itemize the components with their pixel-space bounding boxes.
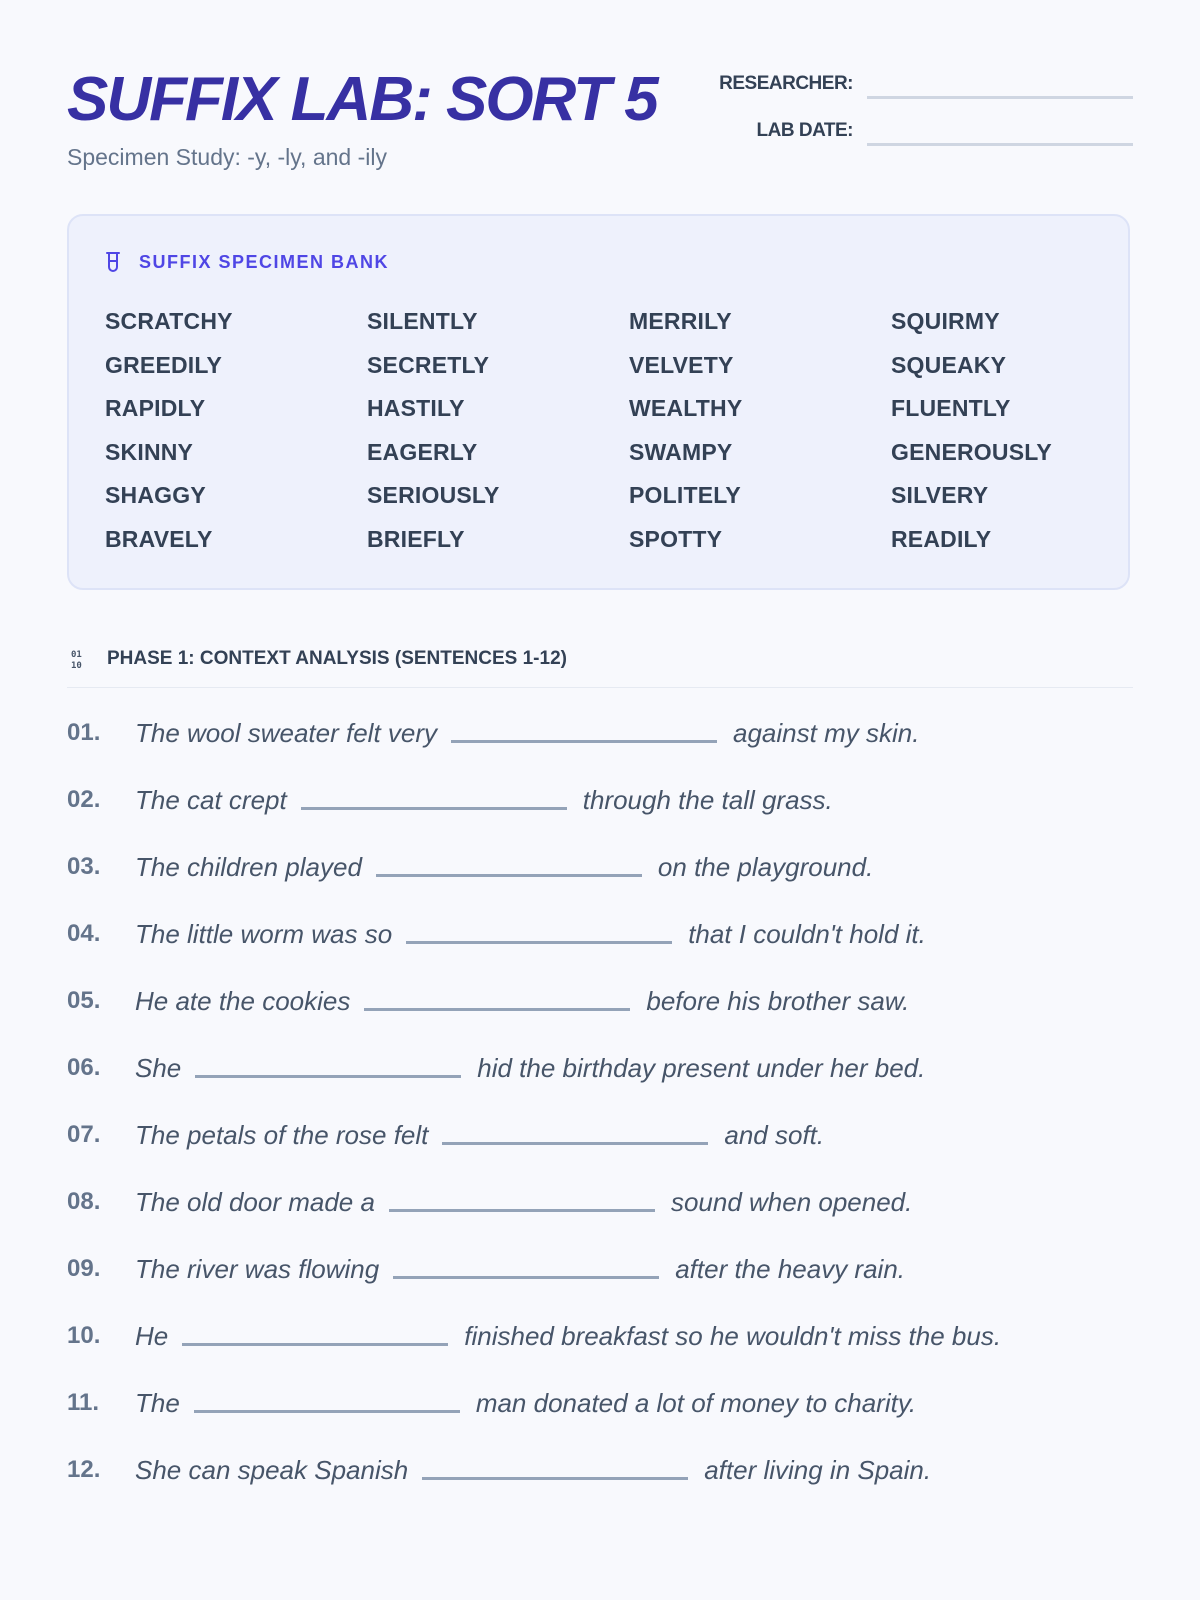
specimen-word: SWAMPY — [629, 438, 733, 465]
specimen-word: SILENTLY — [367, 308, 478, 334]
answer-blank[interactable] — [364, 984, 630, 1011]
specimen-word-grid — [105, 300, 1125, 561]
specimen-word: VELVETY — [629, 351, 734, 378]
sentence-number: 03. — [67, 853, 101, 880]
sentence-number: 12. — [67, 1456, 101, 1483]
sentence-text-after: against my skin. — [733, 718, 920, 748]
sentence-text-before: The little worm was so — [135, 919, 393, 949]
specimen-word: SERIOUSLY — [367, 482, 500, 508]
specimen-word: RAPIDLY — [105, 395, 206, 421]
answer-blank[interactable] — [195, 1051, 461, 1078]
sentence-row — [67, 850, 1133, 917]
sentence-text-before: The cat crept — [135, 785, 287, 815]
sentence-list — [67, 716, 1133, 1520]
sentence-text-after: finished breakfast so he wouldn't miss the bus. — [464, 1321, 1002, 1351]
specimen-bank-header — [105, 250, 389, 274]
specimen-word: HASTILY — [367, 395, 465, 421]
beaker-icon — [105, 252, 121, 272]
page-subtitle: Specimen Study: -y, -ly, and -ily — [67, 144, 387, 170]
sentence-number: 04. — [67, 920, 101, 947]
sentence-text-before: The river was flowing — [135, 1254, 380, 1284]
answer-blank[interactable] — [182, 1319, 448, 1346]
sentence-row — [67, 1252, 1133, 1319]
sentence-row — [67, 1319, 1133, 1386]
sentence-text-before: She — [135, 1053, 182, 1083]
specimen-word: BRAVELY — [105, 525, 213, 552]
answer-blank[interactable] — [442, 1118, 708, 1145]
answer-blank[interactable] — [376, 850, 642, 877]
answer-blank[interactable] — [389, 1185, 655, 1212]
specimen-word: SQUIRMY — [891, 308, 1000, 334]
sentence-number: 05. — [67, 987, 101, 1014]
sentence-text-after: that I couldn't hold it. — [688, 919, 926, 949]
sentence-text-before: The petals of the rose felt — [135, 1120, 429, 1150]
researcher-field — [707, 67, 1133, 99]
sentence-number: 07. — [67, 1121, 101, 1148]
sentence-row — [67, 1118, 1133, 1185]
sentence-text-before: He ate the cookies — [135, 986, 351, 1016]
specimen-word: FLUENTLY — [891, 395, 1011, 421]
specimen-word: MERRILY — [629, 308, 732, 334]
lab-date-field — [707, 114, 1133, 146]
specimen-bank — [67, 214, 1130, 590]
sentence-text-after: after the heavy rain. — [675, 1254, 906, 1284]
sentence-row — [67, 1386, 1133, 1453]
researcher-input-line[interactable] — [867, 96, 1133, 99]
answer-blank[interactable] — [194, 1386, 460, 1413]
sentence-text-after: sound when opened. — [670, 1187, 913, 1217]
sentence-row — [67, 716, 1133, 783]
sentence-text-before: She can speak Spanish — [135, 1455, 409, 1485]
answer-blank[interactable] — [451, 716, 717, 743]
worksheet-page — [67, 0, 1133, 1600]
sentence-number: 09. — [67, 1255, 101, 1282]
sentence-row — [67, 783, 1133, 850]
specimen-word: GREEDILY — [105, 351, 223, 378]
sentence-number: 06. — [67, 1054, 101, 1081]
lab-date-label: LAB DATE: — [756, 120, 853, 141]
phase-1-header — [67, 647, 1133, 688]
sentence-text-after: after living in Spain. — [704, 1455, 932, 1485]
sentence-row — [67, 1185, 1133, 1252]
specimen-word: SKINNY — [105, 438, 194, 465]
sentence-row — [67, 1453, 1133, 1520]
sentence-text-after: man donated a lot of money to charity. — [475, 1388, 917, 1418]
sentence-text-before: The wool sweater felt very — [135, 718, 438, 748]
answer-blank[interactable] — [406, 917, 672, 944]
sentence-row — [67, 1051, 1133, 1118]
sentence-text-before: He — [135, 1321, 169, 1351]
specimen-word: WEALTHY — [629, 395, 743, 421]
sentence-text-after: on the playground. — [657, 852, 874, 882]
sentence-number: 08. — [67, 1188, 101, 1215]
lab-date-input-line[interactable] — [867, 143, 1133, 146]
specimen-bank-title: SUFFIX SPECIMEN BANK — [139, 251, 390, 272]
sentence-text-after: hid the birthday present under her bed. — [477, 1053, 926, 1083]
sentence-text-after: before his brother saw. — [646, 986, 910, 1016]
sentence-number: 01. — [67, 719, 101, 746]
sentence-number: 11. — [67, 1389, 100, 1416]
specimen-word: BRIEFLY — [367, 525, 465, 552]
sentence-number: 02. — [67, 786, 101, 813]
specimen-word: POLITELY — [629, 482, 741, 508]
sentence-text-after: and soft. — [724, 1120, 825, 1150]
researcher-label: RESEARCHER: — [719, 73, 853, 94]
svg-text:10: 10 — [71, 661, 82, 669]
svg-text:01: 01 — [71, 650, 82, 660]
sentence-text-before: The children played — [135, 852, 362, 882]
answer-blank[interactable] — [393, 1252, 659, 1279]
specimen-word: SHAGGY — [105, 482, 206, 508]
specimen-word: GENEROUSLY — [891, 438, 1052, 465]
sentence-row — [67, 917, 1133, 984]
specimen-word: READILY — [891, 525, 992, 552]
specimen-word: EAGERLY — [367, 438, 478, 465]
sentence-text-after: through the tall grass. — [582, 785, 833, 815]
specimen-word: SQUEAKY — [891, 351, 1007, 378]
specimen-word: SILVERY — [891, 482, 989, 508]
page-title: SUFFIX LAB: SORT 5 — [67, 65, 657, 134]
answer-blank[interactable] — [422, 1453, 688, 1480]
sentence-row — [67, 984, 1133, 1051]
binary-icon — [71, 649, 89, 669]
specimen-word: SPOTTY — [629, 525, 723, 552]
sentence-text-before: The old door made a — [135, 1187, 375, 1217]
specimen-word: SCRATCHY — [105, 308, 233, 334]
specimen-word: SECRETLY — [367, 351, 490, 378]
answer-blank[interactable] — [301, 783, 567, 810]
sentence-text-before: The — [135, 1388, 180, 1418]
phase-1-title: PHASE 1: CONTEXT ANALYSIS (SENTENCES 1-12) — [107, 648, 567, 669]
sentence-number: 10. — [67, 1322, 101, 1349]
